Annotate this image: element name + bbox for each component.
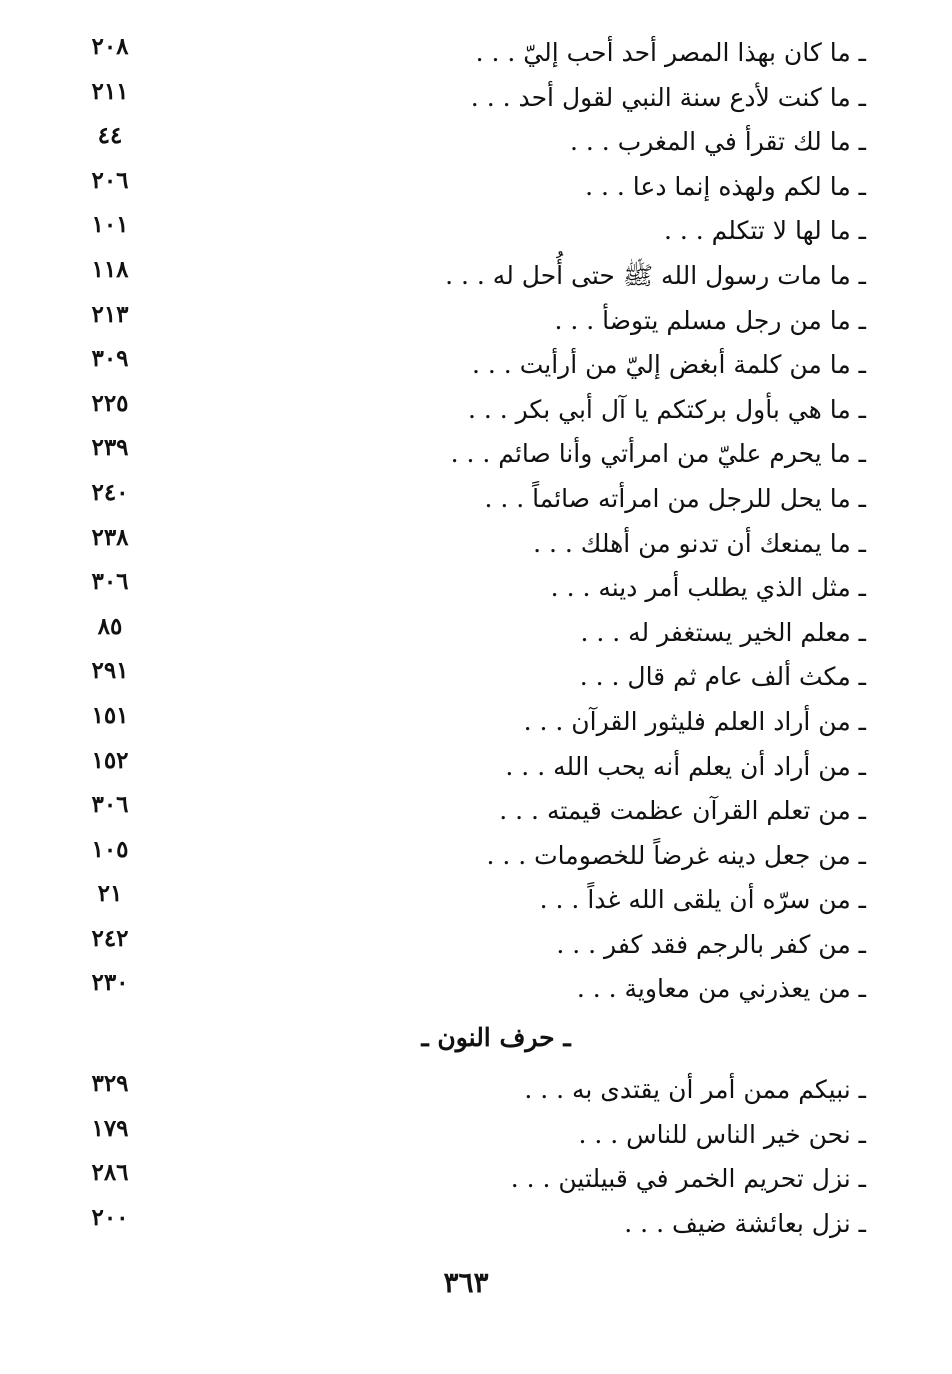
index-entry (0, 204, 952, 249)
index-entry (0, 472, 952, 517)
letter-noon-group (0, 1063, 952, 1241)
index-entry (0, 1108, 952, 1153)
entry-phrase: ـ من أراد العلم فليثور القرآن . . . (523, 706, 866, 736)
index-entry (0, 561, 952, 606)
entry-page-ref: ٢٣٩ (91, 434, 129, 462)
entry-phrase: ـ معلم الخير يستغفر له . . . (580, 617, 866, 647)
entry-page-ref: ١٧٩ (91, 1114, 129, 1142)
entry-phrase: ـ ما يحرم عليّ من امرأتي وأنا صائم . . . (450, 439, 866, 469)
index-entry (0, 962, 952, 1007)
entry-page-ref: ٣٢٩ (91, 1070, 129, 1098)
index-entry (0, 695, 952, 740)
entry-phrase: ـ ما لها لا تتكلم . . . (663, 216, 866, 246)
index-entry (0, 784, 952, 829)
entry-page-ref: ٢٠٦ (91, 166, 129, 194)
index-entry (0, 383, 952, 428)
index-entry (0, 71, 952, 116)
entry-page-ref: ٢٠٨ (91, 33, 129, 60)
section-header (0, 1015, 952, 1059)
entry-page-ref: ١٠٥ (91, 835, 129, 863)
index-entry (0, 829, 952, 874)
entry-phrase: ـ ما هي بأول بركتكم يا آل أبي بكر . . . (467, 394, 866, 424)
entry-phrase: ـ ما مات رسول الله ﷺ حتى أُحل له . . . (445, 260, 866, 290)
index-entry (0, 650, 952, 695)
entry-phrase: ـ من كفر بالرجم فقد كفر . . . (556, 929, 866, 959)
entry-page-ref: ٤٤ (97, 122, 123, 150)
index-entry (0, 1063, 952, 1108)
index-entry (0, 427, 952, 472)
entry-page-ref: ٢٤٢ (91, 924, 129, 952)
entry-phrase: ـ ما يمنعك أن تدنو من أهلك . . . (533, 528, 866, 558)
entry-phrase: ـ مكث ألف عام ثم قال . . . (579, 662, 866, 692)
entry-phrase: ـ ما كان بهذا المصر أحد أحب إليّ . . . (475, 38, 866, 67)
entry-page-ref: ٨٥ (97, 612, 123, 640)
entry-phrase: ـ من تعلم القرآن عظمت قيمته . . . (499, 796, 866, 826)
entry-page-ref: ٣٠٩ (91, 345, 129, 373)
entry-page-ref: ١٠١ (91, 211, 129, 239)
entry-phrase: ـ ما من كلمة أبغض إليّ من أرأيت . . . (472, 350, 866, 380)
entry-phrase: ـ نبيكم ممن أمر أن يقتدى به . . . (524, 1075, 866, 1105)
entry-phrase: ـ من جعل دينه غرضاً للخصومات . . . (486, 840, 866, 870)
entry-page-ref: ٢٢٥ (91, 389, 129, 417)
entry-page-ref: ٢٠٠ (91, 1203, 129, 1231)
entry-page-ref: ١٥١ (91, 701, 129, 729)
entry-page-ref: ٢٨٦ (91, 1159, 129, 1187)
page-number: ٣٦٣ (443, 1266, 489, 1299)
index-entry (0, 1197, 952, 1242)
index-entry (0, 606, 952, 651)
entry-phrase: ـ من سرّه أن يلقى الله غداً . . . (539, 885, 866, 915)
index-entries (0, 26, 952, 1241)
section-header-title: ـ حرف النون ـ (421, 1023, 571, 1053)
entry-phrase: ـ ما لكم ولهذه إنما دعا . . . (585, 171, 866, 201)
letter-meem-group (0, 26, 952, 1007)
index-entry (0, 873, 952, 918)
entry-phrase: ـ نحن خير الناس للناس . . . (578, 1119, 866, 1149)
entry-phrase: ـ مثل الذي يطلب أمر دينه . . . (550, 573, 866, 603)
index-entry (0, 26, 952, 71)
entry-page-ref: ٢٣٠ (91, 969, 129, 997)
entry-phrase: ـ ما لك تقرأ في المغرب . . . (570, 127, 866, 157)
index-entry (0, 249, 952, 294)
entry-page-ref: ٢١٣ (91, 300, 129, 328)
entry-page-ref: ١١٨ (91, 255, 129, 283)
index-entry (0, 115, 952, 160)
entry-phrase: ـ من أراد أن يعلم أنه يحب الله . . . (505, 751, 866, 781)
entry-page-ref: ٣٠٦ (91, 791, 129, 819)
entry-phrase: ـ ما يحل للرجل من امرأته صائماً . . . (484, 483, 866, 513)
index-entry (0, 1152, 952, 1197)
entry-page-ref: ٢٤٠ (91, 478, 129, 506)
entry-phrase: ـ من يعذرني من معاوية . . . (576, 974, 866, 1004)
index-entry (0, 517, 952, 562)
index-entry (0, 338, 952, 383)
entry-page-ref: ٣٠٦ (91, 568, 129, 596)
entry-page-ref: ٢٣٨ (91, 523, 129, 551)
entry-phrase: ـ نزل بعائشة ضيف . . . (624, 1208, 866, 1238)
entry-page-ref: ٢١١ (91, 77, 129, 105)
entry-phrase: ـ ما كنت لأدع سنة النبي لقول أحد . . . (470, 82, 866, 112)
entry-page-ref: ٢١ (97, 880, 123, 908)
index-entry (0, 160, 952, 205)
index-entry (0, 294, 952, 339)
index-entry (0, 740, 952, 785)
entry-phrase: ـ ما من رجل مسلم يتوضأ . . . (554, 305, 866, 335)
index-entry (0, 918, 952, 963)
entry-page-ref: ٢٩١ (91, 657, 129, 685)
entry-page-ref: ١٥٢ (91, 746, 129, 774)
entry-phrase: ـ نزل تحريم الخمر في قبيلتين . . . (510, 1164, 866, 1194)
